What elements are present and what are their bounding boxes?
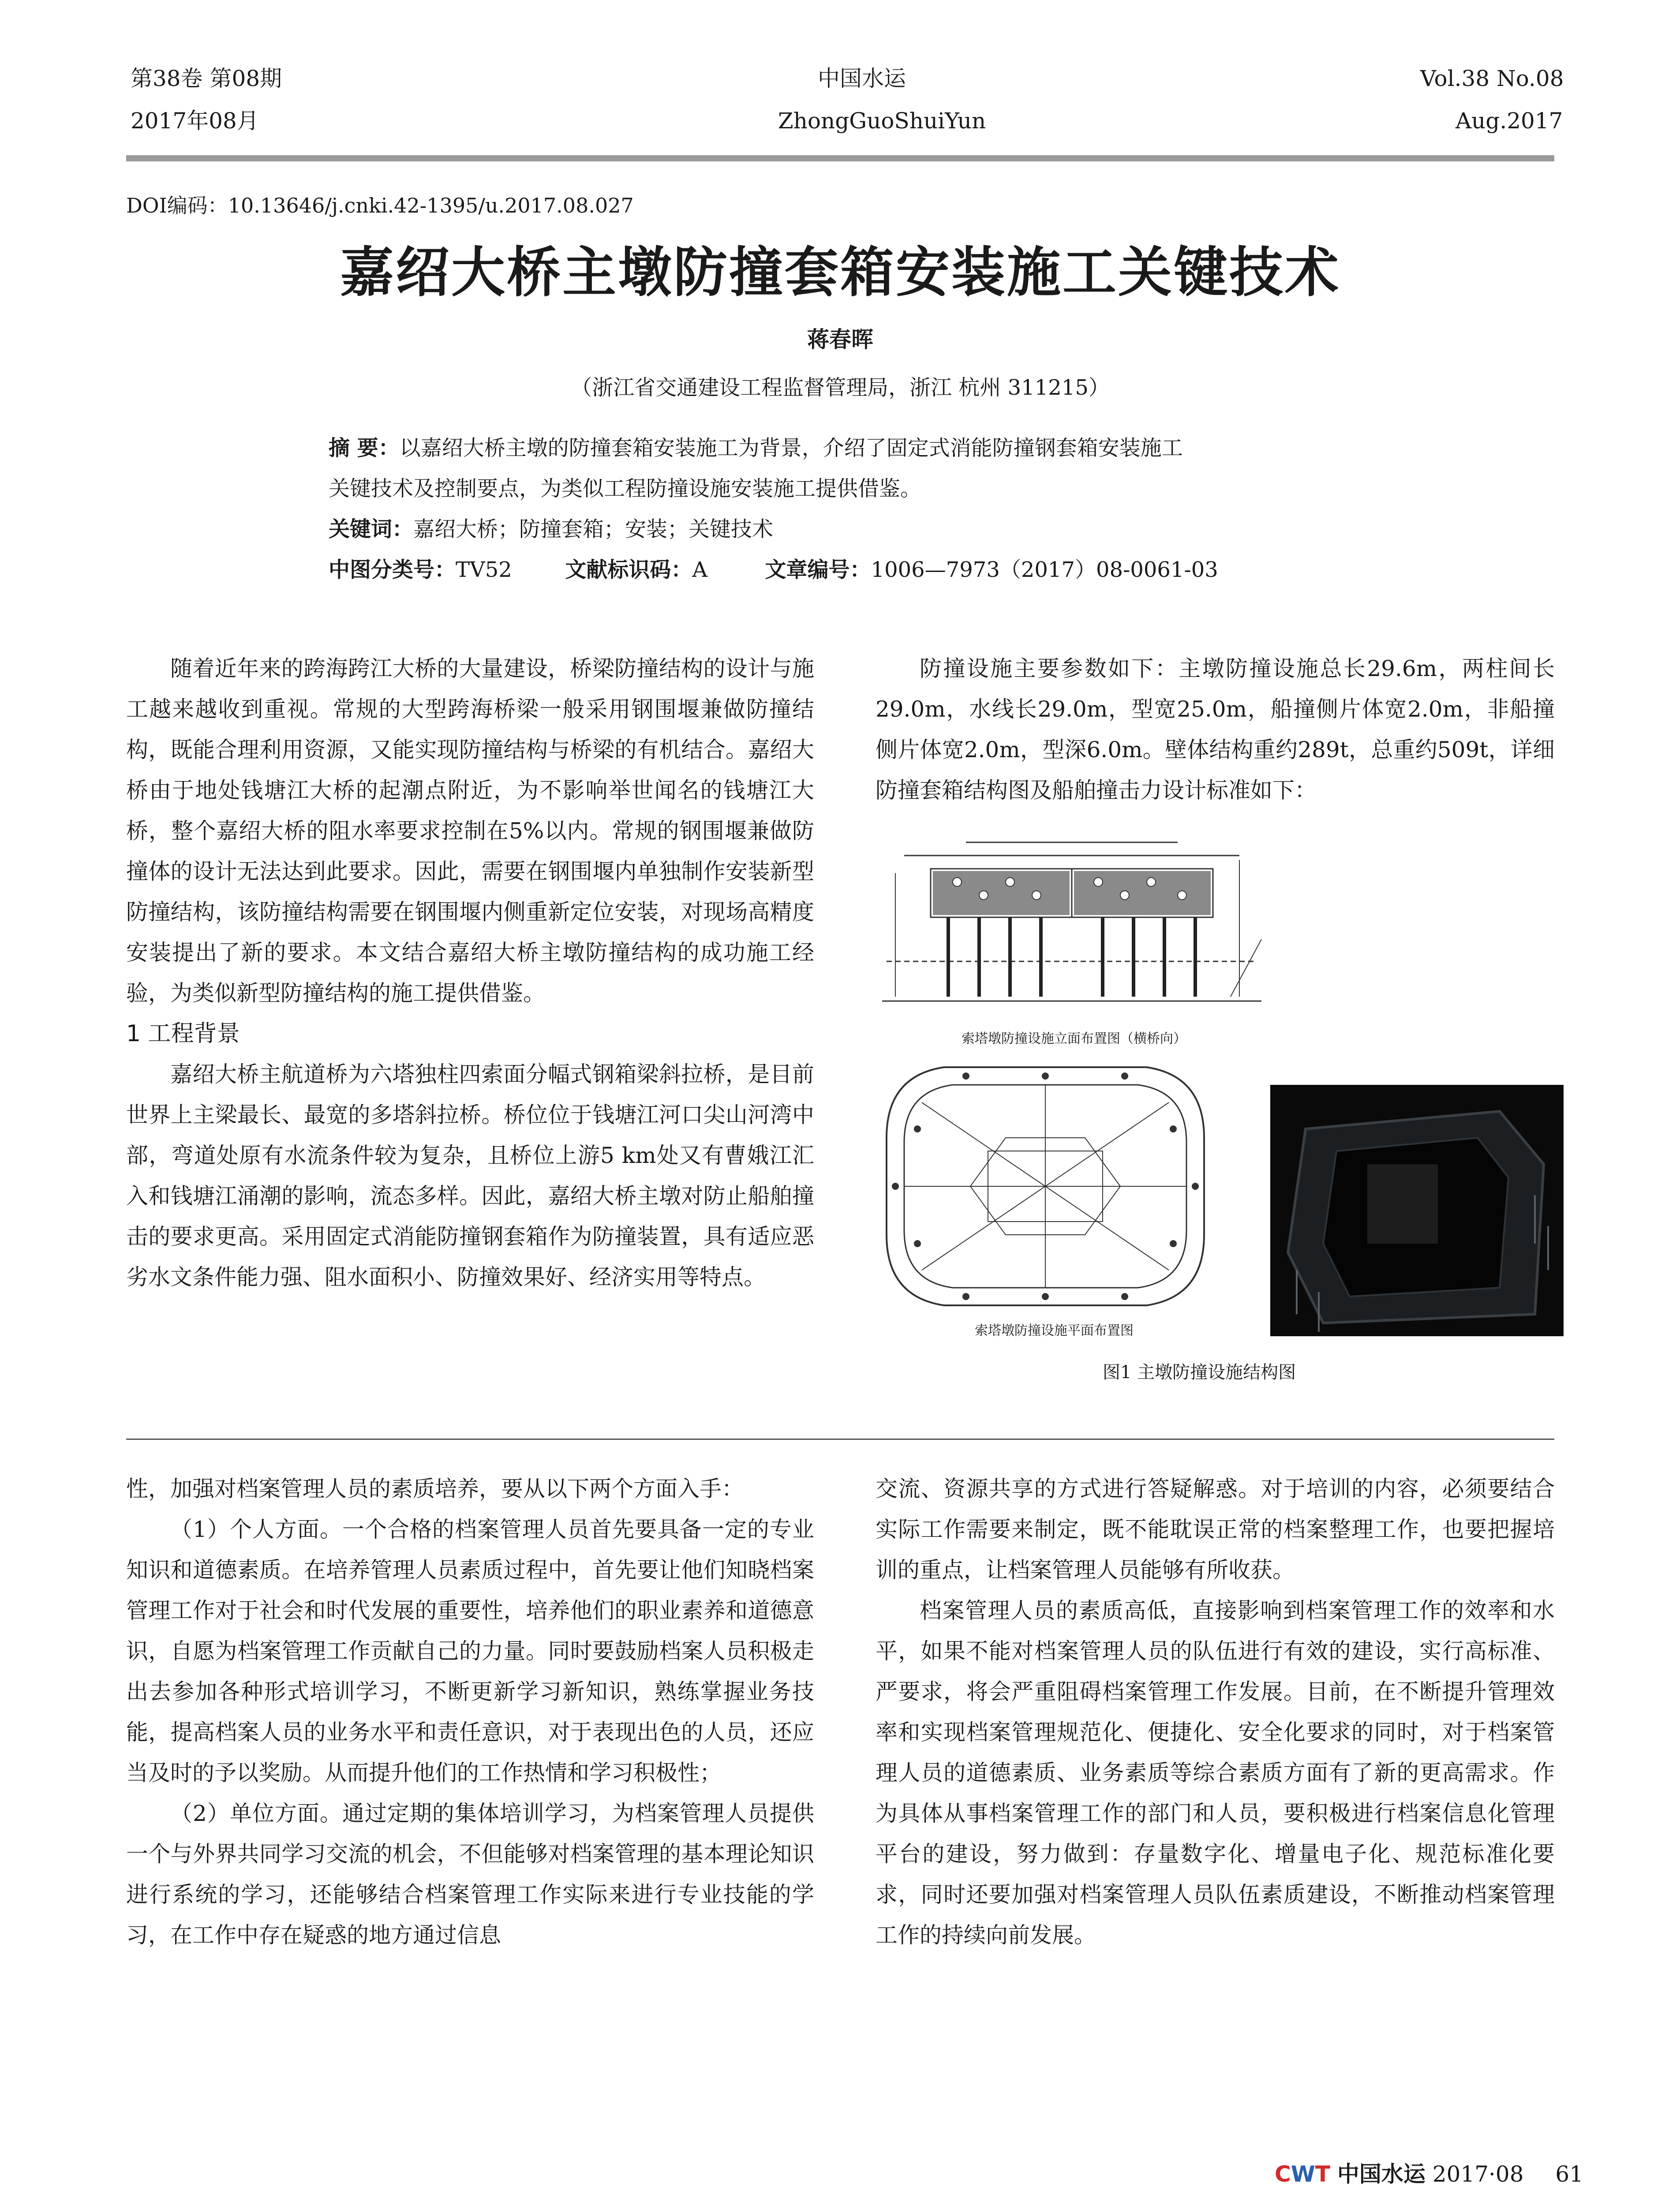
plan-drawing	[878, 1058, 1213, 1314]
page-number: 61	[1555, 2161, 1583, 2187]
header-date-cn: 2017年08月	[131, 108, 259, 134]
plan-caption: 索塔墩防撞设施平面布置图	[975, 1323, 1134, 1338]
header-journal-en: ZhongGuoShuiYun	[778, 108, 986, 134]
background-paragraph: 嘉绍大桥主航道桥为六塔独柱四索面分幅式钢箱梁斜拉桥，是目前世界上主梁最长、最宽的多塔斜拉桥。桥位位于钱塘江河口尖山河湾中部，弯道处原有水流条件较为复杂，且桥位上游5 km处又有曹娥江汇入和钱塘江涌潮的影响，流态多样。因此，嘉绍大桥主墩对防止船舶撞击的要求更高。采用固定式消能防撞钢套箱作为防撞装置，具有适应恶劣水文条件能力强、阻水面积小、防撞效果好、经济实用等特点。	[126, 1061, 814, 1290]
cwt-logo: CWT	[1275, 2161, 1330, 2187]
training-paragraph: 交流、资源共享的方式进行答疑解惑。对于培训的内容，必须要结合实际工作需要来制定，既不能耽误正常的档案整理工作，也要把握培训的重点，让档案管理人员能够有所收获。	[876, 1476, 1555, 1583]
author-affiliation: （浙江省交通建设工程监督管理局，浙江 杭州 311215）	[571, 375, 1110, 400]
elevation-caption: 索塔墩防撞设施立面布置图（横桥向）	[962, 1031, 1186, 1046]
header-volume-cn: 第38卷 第08期	[131, 66, 282, 91]
abstract-label: 摘 要：	[329, 436, 400, 460]
abstract-line-1: 摘 要：以嘉绍大桥主墩的防撞套箱安装施工为背景，介绍了固定式消能防撞钢套箱安装施工	[329, 436, 1183, 460]
abstract-line-2: 关键技术及控制要点，为类似工程防撞设施安装施工提供借鉴。	[329, 476, 922, 501]
personal-paragraph: （1）个人方面。一个合格的档案管理人员首先要具备一定的专业知识和道德素质。在培养管理人员素质过程中，首先要让他们知晓档案管理工作对于社会和时代发展的重要性，培养他们的职业素养和道德意识，自愿为档案管理工作贡献自己的力量。同时要鼓励档案人员积极走出去参加各种形式培训学习，不断更新学习新知识，熟练掌握业务技能，提高档案人员的业务水平和责任意识，对于表现出色的人员，还应当及时的予以奖励。从而提升他们的工作热情和学习积极性；	[126, 1517, 814, 1786]
left-column-upper	[126, 648, 814, 1297]
doi-line: DOI编码：10.13646/j.cnki.42-1395/u.2017.08.027	[126, 194, 634, 217]
header-journal-cn: 中国水运	[818, 66, 906, 91]
left-column-lower	[126, 1469, 814, 1955]
classification-line: 中图分类号：TV52 文献标识码：A 文章编号：1006—7973（2017）08-0061-03	[329, 557, 1218, 582]
continued-paragraph: 性，加强对档案管理人员的素质培养，要从以下两个方面入手：	[126, 1476, 744, 1502]
render-image	[1270, 1085, 1564, 1336]
elevation-drawing	[878, 829, 1266, 1023]
abstract-block	[329, 428, 1378, 590]
parameters-paragraph: 防撞设施主要参数如下：主墩防撞设施总长29.6m，两柱间长29.0m，水线长29.0m，型宽25.0m，船撞侧片体宽2.0m，非船撞侧片体宽2.0m，型深6.0m。壁体结构重约289t，总重约509t，详细防撞套箱结构图及船舶撞击力设计标准如下：	[876, 656, 1555, 803]
intro-paragraph: 随着近年来的跨海跨江大桥的大量建设，桥梁防撞结构的设计与施工越来越收到重视。常规的大型跨海桥梁一般采用钢围堰兼做防撞结构，既能合理利用资源，又能实现防撞结构与桥梁的有机结合。嘉绍大桥由于地处钱塘江大桥的起潮点附近，为不影响举世闻名的钱塘江大桥，整个嘉绍大桥的阻水率要求控制在5%以内。常规的钢围堰兼做防撞体的设计无法达到此要求。因此，需要在钢围堰内单独制作安装新型防撞结构，该防撞结构需要在钢围堰内侧重新定位安装，对现场高精度安装提出了新的要求。本文结合嘉绍大桥主墩防撞结构的成功施工经验，为类似新型防撞结构的施工提供借鉴。	[126, 656, 814, 1006]
paper-title: 嘉绍大桥主墩防撞套箱安装施工关键技术	[340, 241, 1340, 304]
figure-caption: 图1 主墩防撞设施结构图	[1103, 1362, 1296, 1383]
unit-paragraph: （2）单位方面。通过定期的集体培训学习，为档案管理人员提供一个与外界共同学习交流的机会，不但能够对档案管理的基本理论知识进行系统的学习，还能够结合档案管理工作实际来进行专业技能的学习，在工作中存在疑惑的地方通过信息	[126, 1801, 814, 1948]
header-rule	[126, 155, 1554, 161]
right-column-lower	[876, 1469, 1555, 1955]
header-date-en: Aug.2017	[1456, 108, 1563, 134]
section-divider	[126, 1439, 1554, 1440]
conclusion-paragraph: 档案管理人员的素质高低，直接影响到档案管理工作的效率和水平，如果不能对档案管理人员的队伍进行有效的建设，实行高标准、严要求，将会严重阻碍档案管理工作发展。目前，在不断提升管理效率和实现档案管理规范化、便捷化、安全化要求的同时，对于档案管理人员的道德素质、业务素质等综合素质方面有了新的更高需求。作为具体从事档案管理工作的部门和人员，要积极进行档案信息化管理平台的建设，努力做到：存量数字化、增量电子化、规范标准化要求，同时还要加强对档案管理人员队伍素质建设，不断推动档案管理工作的持续向前发展。	[876, 1598, 1555, 1948]
header-volume-en: Vol.38 No.08	[1420, 66, 1564, 91]
section-heading-1: 1 工程背景	[126, 1020, 240, 1047]
footer-issue: 2017·08	[1432, 2161, 1524, 2187]
right-column-upper	[876, 648, 1555, 811]
footer	[1275, 2156, 1583, 2188]
author-name: 蒋春晖	[807, 327, 873, 352]
footer-journal: 中国水运	[1337, 2161, 1426, 2187]
keywords-line: 关键词：嘉绍大桥；防撞套箱；安装；关键技术	[329, 517, 774, 542]
